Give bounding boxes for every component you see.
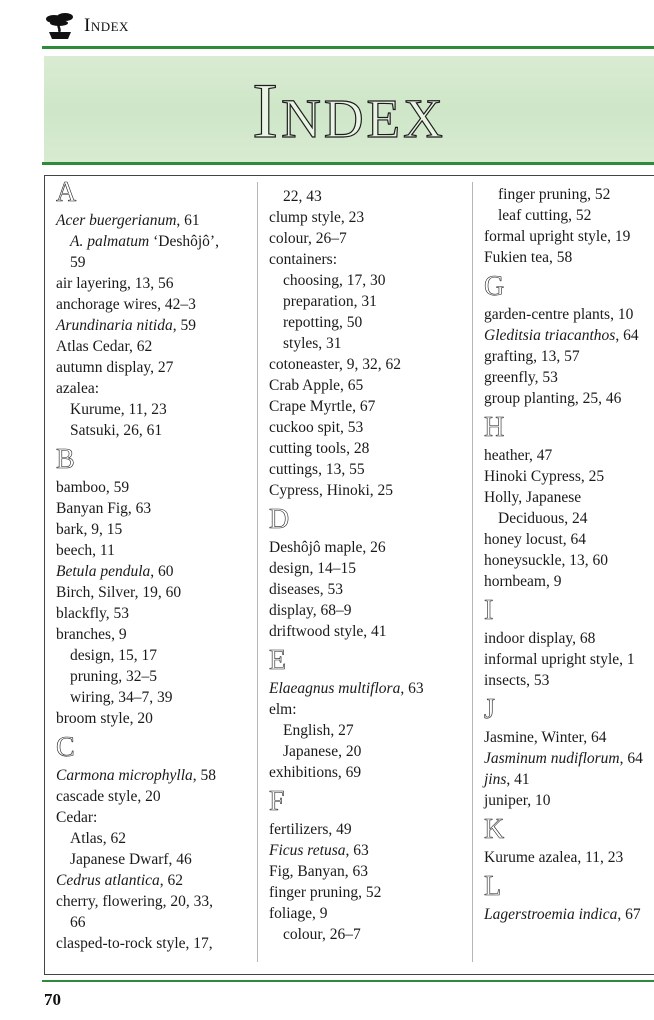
index-entry xyxy=(269,558,464,579)
index-entry xyxy=(484,550,654,571)
index-subentry xyxy=(56,645,246,666)
index-entry xyxy=(269,819,464,840)
running-head-title: Index xyxy=(84,15,129,36)
bottom-rule xyxy=(42,980,654,982)
index-entry xyxy=(484,304,654,325)
entry-term: group planting, 25, 46 xyxy=(484,390,622,407)
entry-term: cuckoo spit, 53 xyxy=(269,419,364,436)
index-entry xyxy=(56,294,246,315)
entry-term: Elaeagnus multiflora xyxy=(269,680,401,697)
entry-term: Gleditsia triacanthos xyxy=(484,327,616,344)
index-subentry xyxy=(269,291,464,312)
index-subentry xyxy=(56,399,246,420)
index-entry xyxy=(56,498,246,519)
index-entry xyxy=(484,445,654,466)
entry-term: A. palmatum xyxy=(70,233,150,250)
column-separator xyxy=(257,182,258,962)
entry-term: repotting, 50 xyxy=(283,314,363,331)
index-entry xyxy=(269,537,464,558)
entry-term: Jasminum nudiflorum xyxy=(484,750,620,767)
index-subentry xyxy=(484,184,654,205)
index-subentry xyxy=(269,720,464,741)
section-letter: I xyxy=(484,595,494,626)
entry-term: 59 xyxy=(70,254,86,271)
entry-term: design, 15, 17 xyxy=(70,647,157,664)
section-letter: L xyxy=(484,871,502,902)
entry-term: branches, 9 xyxy=(56,626,127,643)
index-entry xyxy=(269,621,464,642)
section-letter: J xyxy=(484,694,495,725)
section-letter: K xyxy=(484,814,505,845)
index-entry xyxy=(269,762,464,783)
index-entry xyxy=(484,649,654,670)
index-entry xyxy=(56,477,246,498)
bonsai-icon xyxy=(44,12,76,40)
index-entry xyxy=(269,699,464,720)
index-subentry xyxy=(269,741,464,762)
entry-term: blackfly, 53 xyxy=(56,605,130,622)
entry-term: honeysuckle, 13, 60 xyxy=(484,552,608,569)
entry-term: 22, 43 xyxy=(283,188,322,205)
entry-term: Cedrus atlantica xyxy=(56,872,160,889)
index-entry xyxy=(56,561,246,582)
section-letter: B xyxy=(56,444,75,475)
entry-term: foliage, 9 xyxy=(269,905,328,922)
entry-term: colour, 26–7 xyxy=(269,230,347,247)
entry-term: 66 xyxy=(70,914,86,931)
entry-pages: , 60 xyxy=(150,563,174,580)
index-column-2 xyxy=(269,186,464,945)
index-entry xyxy=(484,904,654,925)
index-entry xyxy=(484,247,654,268)
entry-term: Fukien tea, 58 xyxy=(484,249,573,266)
entry-term: clump style, 23 xyxy=(269,209,365,226)
entry-term: styles, 31 xyxy=(283,335,342,352)
entry-term: leaf cutting, 52 xyxy=(498,207,592,224)
entry-term: colour, 26–7 xyxy=(283,926,361,943)
index-entry xyxy=(484,790,654,811)
entry-term: Crab Apple, 65 xyxy=(269,377,364,394)
index-entry xyxy=(56,315,246,336)
index-entry xyxy=(484,487,654,508)
index-entry xyxy=(484,388,654,409)
entry-term: anchorage wires, 42–3 xyxy=(56,296,196,313)
entry-term: wiring, 34–7, 39 xyxy=(70,689,173,706)
entry-term: informal upright style, 1 xyxy=(484,651,635,668)
entry-pages: , 62 xyxy=(159,872,184,889)
index-entry xyxy=(269,207,464,228)
entry-term: Acer buergerianum xyxy=(56,212,177,229)
entry-term: insects, 53 xyxy=(484,672,550,689)
index-subentry xyxy=(56,849,246,870)
index-entry xyxy=(56,765,246,786)
index-entry xyxy=(269,396,464,417)
index-entry xyxy=(484,748,654,769)
entry-term: containers: xyxy=(269,251,338,268)
entry-term: Fig, Banyan, 63 xyxy=(269,863,369,880)
top-rule xyxy=(42,46,654,49)
index-entry xyxy=(484,727,654,748)
index-entry xyxy=(56,540,246,561)
index-entry xyxy=(56,891,246,912)
index-entry xyxy=(484,529,654,550)
entry-term: beech, 11 xyxy=(56,542,115,559)
index-entry xyxy=(269,861,464,882)
entry-term: Crape Myrtle, 67 xyxy=(269,398,376,415)
index-entry xyxy=(269,186,464,207)
index-entry xyxy=(269,600,464,621)
index-entry xyxy=(269,579,464,600)
entry-term: exhibitions, 69 xyxy=(269,764,362,781)
entry-term: cascade style, 20 xyxy=(56,788,161,805)
index-entry xyxy=(56,786,246,807)
entry-term: Jasmine, Winter, 64 xyxy=(484,729,607,746)
index-entry xyxy=(269,438,464,459)
index-subentry xyxy=(269,270,464,291)
entry-pages: , 41 xyxy=(506,771,530,788)
section-letter: E xyxy=(269,645,287,676)
index-entry xyxy=(484,367,654,388)
entry-term: cotoneaster, 9, 32, 62 xyxy=(269,356,401,373)
index-entry xyxy=(56,912,246,933)
entry-term: grafting, 13, 57 xyxy=(484,348,580,365)
entry-term: elm: xyxy=(269,701,297,718)
entry-term: Banyan Fig, 63 xyxy=(56,500,152,517)
index-entry xyxy=(484,769,654,790)
index-subentry xyxy=(269,312,464,333)
index-entry xyxy=(56,807,246,828)
entry-term: Deshôjô maple, 26 xyxy=(269,539,386,556)
entry-pages: ‘Deshôjô’, xyxy=(149,233,219,250)
index-subentry xyxy=(484,205,654,226)
index-entry xyxy=(269,882,464,903)
entry-term: clasped-to-rock style, 17, xyxy=(56,935,213,952)
entry-term: garden-centre plants, 10 xyxy=(484,306,634,323)
entry-term: finger pruning, 52 xyxy=(269,884,382,901)
section-letter: D xyxy=(269,504,290,535)
index-entry xyxy=(56,210,246,231)
entry-pages: , 58 xyxy=(192,767,217,784)
section-letter: A xyxy=(56,177,77,208)
entry-pages: , 63 xyxy=(400,680,424,697)
index-entry xyxy=(269,903,464,924)
entry-term: Japanese, 20 xyxy=(283,743,362,760)
index-entry xyxy=(269,459,464,480)
index-entry xyxy=(56,603,246,624)
entry-term: bamboo, 59 xyxy=(56,479,130,496)
index-entry xyxy=(56,708,246,729)
entry-term: Kurume, 11, 23 xyxy=(70,401,167,418)
index-entry xyxy=(269,249,464,270)
entry-term: Satsuki, 26, 61 xyxy=(70,422,163,439)
entry-term: Ficus retusa xyxy=(269,842,346,859)
index-subentry xyxy=(269,333,464,354)
entry-term: Birch, Silver, 19, 60 xyxy=(56,584,182,601)
index-entry xyxy=(484,325,654,346)
entry-term: cuttings, 13, 55 xyxy=(269,461,365,478)
index-entry xyxy=(269,354,464,375)
index-entry xyxy=(56,870,246,891)
index-entry xyxy=(269,375,464,396)
index-subentry xyxy=(56,687,246,708)
index-banner xyxy=(44,56,654,162)
entry-term: fertilizers, 49 xyxy=(269,821,352,838)
index-entry xyxy=(269,678,464,699)
entry-term: formal upright style, 19 xyxy=(484,228,631,245)
entry-pages: , 64 xyxy=(619,750,643,767)
running-head xyxy=(44,12,129,40)
index-entry xyxy=(484,628,654,649)
entry-term: choosing, 17, 30 xyxy=(283,272,386,289)
column-separator xyxy=(472,182,473,962)
entry-term: juniper, 10 xyxy=(484,792,551,809)
index-subentry xyxy=(56,828,246,849)
index-entry xyxy=(484,226,654,247)
entry-term: Lagerstroemia indica xyxy=(484,906,618,923)
index-entry xyxy=(484,466,654,487)
entry-term: preparation, 31 xyxy=(283,293,377,310)
entry-term: Holly, Japanese xyxy=(484,489,582,506)
index-entry xyxy=(269,417,464,438)
entry-pages: , 63 xyxy=(345,842,369,859)
entry-term: Betula pendula xyxy=(56,563,151,580)
entry-term: hornbeam, 9 xyxy=(484,573,562,590)
index-entry xyxy=(484,508,654,529)
section-letter: H xyxy=(484,412,505,443)
index-entry xyxy=(56,336,246,357)
entry-term: finger pruning, 52 xyxy=(498,186,611,203)
entry-pages: , 67 xyxy=(617,906,641,923)
index-entry xyxy=(56,252,246,273)
index-entry xyxy=(56,624,246,645)
index-entry xyxy=(484,346,654,367)
index-entry xyxy=(56,357,246,378)
index-entry xyxy=(269,480,464,501)
section-letter: F xyxy=(269,786,285,817)
entry-term: Atlas Cedar, 62 xyxy=(56,338,153,355)
entry-term: Deciduous, 24 xyxy=(498,510,588,527)
entry-term: air layering, 13, 56 xyxy=(56,275,174,292)
entry-term: driftwood style, 41 xyxy=(269,623,387,640)
entry-term: azalea: xyxy=(56,380,100,397)
entry-term: Japanese Dwarf, 46 xyxy=(70,851,192,868)
entry-pages: , 64 xyxy=(615,327,639,344)
index-subentry xyxy=(56,420,246,441)
index-entry xyxy=(56,378,246,399)
entry-term: Cypress, Hinoki, 25 xyxy=(269,482,393,499)
entry-term: diseases, 53 xyxy=(269,581,344,598)
entry-term: design, 14–15 xyxy=(269,560,356,577)
entry-term: broom style, 20 xyxy=(56,710,153,727)
entry-term: English, 27 xyxy=(283,722,354,739)
entry-term: greenfly, 53 xyxy=(484,369,558,386)
banner-rule xyxy=(42,162,654,165)
entry-term: display, 68–9 xyxy=(269,602,352,619)
entry-pages: , 59 xyxy=(172,317,196,334)
index-entry xyxy=(484,847,654,868)
entry-term: Cedar: xyxy=(56,809,98,826)
index-entry xyxy=(269,228,464,249)
entry-term: Hinoki Cypress, 25 xyxy=(484,468,605,485)
index-entry xyxy=(56,933,246,954)
index-entry xyxy=(56,582,246,603)
entry-term: Carmona microphylla xyxy=(56,767,193,784)
entry-term: Arundinaria nitida xyxy=(56,317,173,334)
entry-term: pruning, 32–5 xyxy=(70,668,157,685)
index-column-3 xyxy=(484,184,654,925)
entry-term: indoor display, 68 xyxy=(484,630,596,647)
section-letter: G xyxy=(484,271,505,302)
page-number: 70 xyxy=(44,990,61,1009)
entry-term: jins xyxy=(484,771,507,788)
index-column-1 xyxy=(56,178,246,954)
index-entry xyxy=(269,840,464,861)
entry-term: heather, 47 xyxy=(484,447,553,464)
index-entry xyxy=(56,273,246,294)
index-subentry xyxy=(269,924,464,945)
entry-term: bark, 9, 15 xyxy=(56,521,123,538)
section-letter: C xyxy=(56,732,75,763)
entry-pages: , 61 xyxy=(176,212,200,229)
entry-term: autumn display, 27 xyxy=(56,359,174,376)
entry-term: cherry, flowering, 20, 33, xyxy=(56,893,213,910)
index-subentry xyxy=(56,231,246,252)
entry-term: cutting tools, 28 xyxy=(269,440,370,457)
entry-term: Atlas, 62 xyxy=(70,830,126,847)
page-title: Index xyxy=(252,67,446,154)
index-entry xyxy=(484,670,654,691)
index-entry xyxy=(484,571,654,592)
index-subentry xyxy=(56,666,246,687)
index-entry xyxy=(56,519,246,540)
entry-term: honey locust, 64 xyxy=(484,531,587,548)
entry-term: Kurume azalea, 11, 23 xyxy=(484,849,624,866)
